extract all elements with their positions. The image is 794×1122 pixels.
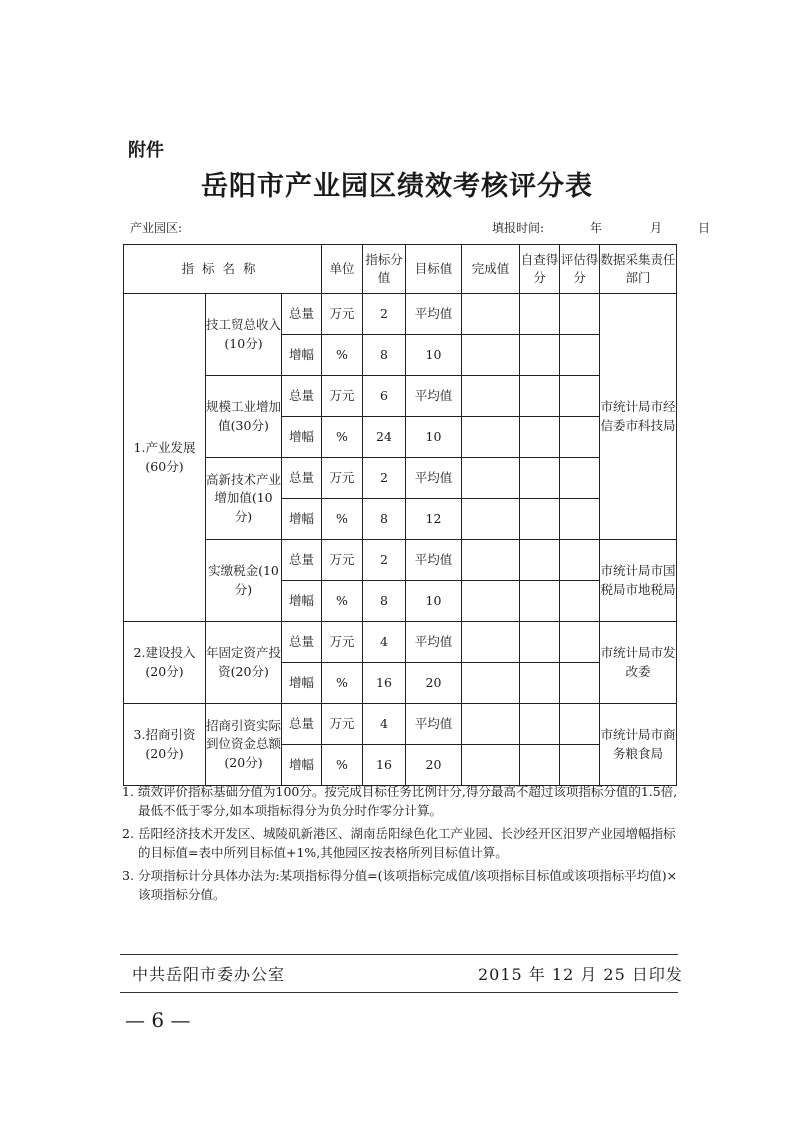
self-score-cell xyxy=(520,335,560,376)
row-score: 8 xyxy=(363,581,406,622)
row-score: 24 xyxy=(363,417,406,458)
completed-cell xyxy=(462,335,520,376)
col-name: 指标名称 xyxy=(124,245,322,294)
row-type: 增幅 xyxy=(282,417,322,458)
eval-score-cell xyxy=(560,581,600,622)
self-score-cell xyxy=(520,499,560,540)
row-score: 2 xyxy=(363,458,406,499)
row-unit: % xyxy=(322,417,363,458)
completed-cell xyxy=(462,745,520,786)
col-self-score: 自查得分 xyxy=(520,245,560,294)
note-number: 1. xyxy=(122,784,134,799)
day-label: 日 xyxy=(698,221,711,235)
document-title: 岳阳市产业园区绩效考核评分表 xyxy=(201,171,593,202)
table-row xyxy=(124,622,677,663)
eval-score-cell xyxy=(560,417,600,458)
indicator-name: 年固定资产投资(20分) xyxy=(206,622,282,704)
row-type: 总量 xyxy=(282,294,322,335)
eval-score-cell xyxy=(560,458,600,499)
month-label: 月 xyxy=(650,221,663,235)
header-row xyxy=(124,245,677,294)
row-score: 8 xyxy=(363,335,406,376)
dept-cell: 市统计局市商务粮食局 xyxy=(600,704,677,786)
completed-cell xyxy=(462,622,520,663)
dept-cell: 市统计局市经信委市科技局 xyxy=(600,294,677,540)
row-target: 平均值 xyxy=(406,540,462,581)
completed-cell xyxy=(462,294,520,335)
row-target: 10 xyxy=(406,417,462,458)
note-item xyxy=(122,782,682,820)
col-unit: 单位 xyxy=(322,245,363,294)
table-row xyxy=(124,294,677,335)
row-type: 总量 xyxy=(282,622,322,663)
category-cell: 1.产业发展(60分) xyxy=(124,294,206,622)
row-unit: % xyxy=(322,581,363,622)
note-text: 绩效评价指标基础分值为100分。按完成目标任务比例计分,得分最高不超过该项指标分值的1.5倍,最低不低于零分,如本项指标得分为负分时作零分计算。 xyxy=(138,784,678,818)
eval-score-cell xyxy=(560,335,600,376)
self-score-cell xyxy=(520,294,560,335)
indicator-name: 高新技术产业增加值(10分) xyxy=(206,458,282,540)
row-unit: 万元 xyxy=(322,704,363,745)
completed-cell xyxy=(462,458,520,499)
row-type: 增幅 xyxy=(282,335,322,376)
row-target: 平均值 xyxy=(406,376,462,417)
fill-time-label: 填报时间: xyxy=(492,221,545,235)
notes xyxy=(122,782,682,908)
note-item xyxy=(122,824,682,862)
row-score: 16 xyxy=(363,745,406,786)
fill-time-row xyxy=(492,219,710,236)
row-unit: 万元 xyxy=(322,294,363,335)
row-target: 10 xyxy=(406,581,462,622)
row-type: 增幅 xyxy=(282,663,322,704)
row-score: 2 xyxy=(363,294,406,335)
row-score: 4 xyxy=(363,704,406,745)
row-unit: 万元 xyxy=(322,622,363,663)
note-text: 分项指标计分具体办法为:某项指标得分值=(该项指标完成值/该项指标目标值或该项指标平均值)×该项指标分值。 xyxy=(138,868,678,902)
note-text: 岳阳经济技术开发区、城陵矶新港区、湖南岳阳绿色化工产业园、长沙经开区汨罗产业园增幅指标的目标值=表中所列目标值+1%,其他园区按表格所列目标值计算。 xyxy=(138,826,676,860)
self-score-cell xyxy=(520,704,560,745)
row-target: 平均值 xyxy=(406,294,462,335)
completed-cell xyxy=(462,581,520,622)
dept-cell: 市统计局市国税局市地税局 xyxy=(600,540,677,622)
row-target: 10 xyxy=(406,335,462,376)
issuer: 中共岳阳市委办公室 xyxy=(132,965,286,984)
eval-score-cell xyxy=(560,704,600,745)
row-score: 4 xyxy=(363,622,406,663)
footer-rule-top xyxy=(120,954,678,955)
row-type: 总量 xyxy=(282,458,322,499)
table-row xyxy=(124,376,677,417)
row-score: 8 xyxy=(363,499,406,540)
indicator-name: 技工贸总收入(10分) xyxy=(206,294,282,376)
completed-cell xyxy=(462,540,520,581)
completed-cell xyxy=(462,663,520,704)
indicator-name: 招商引资实际到位资金总额(20分) xyxy=(206,704,282,786)
attachment-label: 附件 xyxy=(128,140,164,161)
issue-date: 2015 年 12 月 25 日印发 xyxy=(478,965,683,984)
completed-cell xyxy=(462,376,520,417)
self-score-cell xyxy=(520,622,560,663)
eval-score-cell xyxy=(560,663,600,704)
row-target: 12 xyxy=(406,499,462,540)
footer-rule-bottom xyxy=(120,992,678,993)
self-score-cell xyxy=(520,745,560,786)
indicator-name: 实缴税金(10分) xyxy=(206,540,282,622)
table-row xyxy=(124,704,677,745)
eval-score-cell xyxy=(560,294,600,335)
col-eval-score: 评估得分 xyxy=(560,245,600,294)
eval-score-cell xyxy=(560,622,600,663)
row-target: 20 xyxy=(406,663,462,704)
category-cell: 2.建设投入(20分) xyxy=(124,622,206,704)
self-score-cell xyxy=(520,581,560,622)
completed-cell xyxy=(462,704,520,745)
row-unit: 万元 xyxy=(322,458,363,499)
table-row xyxy=(124,540,677,581)
row-type: 增幅 xyxy=(282,499,322,540)
eval-score-cell xyxy=(560,745,600,786)
self-score-cell xyxy=(520,663,560,704)
indicator-name: 规模工业增加值(30分) xyxy=(206,376,282,458)
row-type: 增幅 xyxy=(282,581,322,622)
row-unit: % xyxy=(322,499,363,540)
completed-cell xyxy=(462,417,520,458)
row-target: 平均值 xyxy=(406,458,462,499)
row-unit: % xyxy=(322,745,363,786)
self-score-cell xyxy=(520,540,560,581)
year-label: 年 xyxy=(590,221,603,235)
row-score: 2 xyxy=(363,540,406,581)
eval-score-cell xyxy=(560,376,600,417)
row-unit: % xyxy=(322,335,363,376)
col-dept: 数据采集责任部门 xyxy=(600,245,677,294)
col-score: 指标分值 xyxy=(363,245,406,294)
row-unit: 万元 xyxy=(322,540,363,581)
row-unit: 万元 xyxy=(322,376,363,417)
row-type: 总量 xyxy=(282,540,322,581)
eval-score-cell xyxy=(560,499,600,540)
row-score: 16 xyxy=(363,663,406,704)
self-score-cell xyxy=(520,376,560,417)
note-item xyxy=(122,866,682,904)
table-row xyxy=(124,458,677,499)
dept-cell: 市统计局市发改委 xyxy=(600,622,677,704)
row-type: 总量 xyxy=(282,376,322,417)
row-unit: % xyxy=(322,663,363,704)
row-target: 平均值 xyxy=(406,704,462,745)
note-number: 3. xyxy=(122,868,134,883)
page-number: — 6 — xyxy=(125,1008,191,1032)
park-label: 产业园区: xyxy=(130,221,183,235)
row-score: 6 xyxy=(363,376,406,417)
self-score-cell xyxy=(520,458,560,499)
note-number: 2. xyxy=(122,826,134,841)
col-completed: 完成值 xyxy=(462,245,520,294)
row-type: 增幅 xyxy=(282,745,322,786)
row-target: 20 xyxy=(406,745,462,786)
self-score-cell xyxy=(520,417,560,458)
category-cell: 3.招商引资(20分) xyxy=(124,704,206,786)
eval-score-cell xyxy=(560,540,600,581)
completed-cell xyxy=(462,499,520,540)
score-table xyxy=(123,244,677,786)
row-type: 总量 xyxy=(282,704,322,745)
row-target: 平均值 xyxy=(406,622,462,663)
col-target: 目标值 xyxy=(406,245,462,294)
